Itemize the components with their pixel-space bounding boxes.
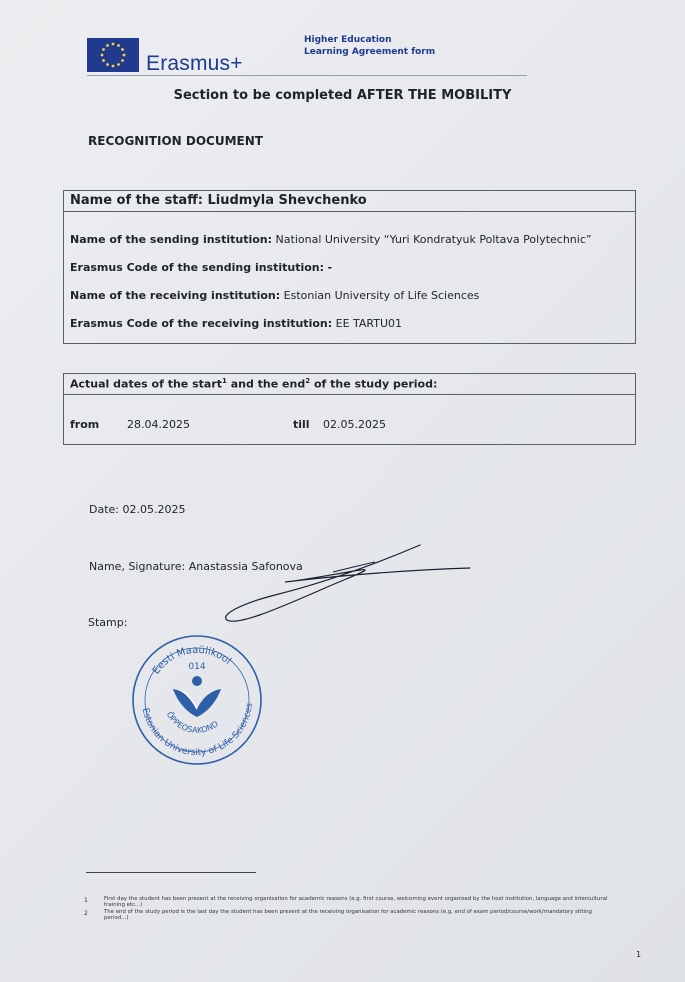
receiving-institution-value: Estonian University of Life Sciences xyxy=(283,289,480,302)
erasmus-logo-text: Erasmus+ xyxy=(146,52,243,75)
official-stamp-seal xyxy=(130,633,264,767)
date-label: Date: xyxy=(89,503,119,516)
heading-part3: of the study period: xyxy=(310,377,438,391)
page-number: 1 xyxy=(636,950,642,959)
heading-part2: and the end xyxy=(226,377,306,391)
signature-label: Name, Signature: xyxy=(89,560,186,573)
footnote-2-marker: 2 xyxy=(84,910,88,917)
header-rule xyxy=(87,75,527,76)
heading-part1: Actual dates of the start xyxy=(70,377,223,391)
svg-text:ÕPPEOSAKOND: ÕPPEOSAKOND xyxy=(164,710,220,735)
footnote-1-marker: 1 xyxy=(84,897,88,904)
footnote-ref-1: 1 xyxy=(222,377,227,385)
eu-flag-icon xyxy=(87,38,139,72)
stamp-label: Stamp: xyxy=(88,616,128,629)
receiving-institution-label: Name of the receiving institution: xyxy=(70,289,281,302)
sending-institution-value: National University “Yuri Kondratyuk Poltava Polytechnic” xyxy=(275,233,592,246)
svg-text:Eesti Maaülikool: Eesti Maaülikool xyxy=(150,644,234,677)
svg-text:Estonian University of Life Sc: Estonian University of Life Sciences xyxy=(139,702,255,759)
receiving-code-label: Erasmus Code of the receiving institution: xyxy=(70,317,333,330)
footnote-ref-2: 2 xyxy=(305,377,311,385)
till-date: 02.05.2025 xyxy=(323,418,386,431)
signature-name: Anastassia Safonova xyxy=(188,560,303,573)
staff-name-row xyxy=(70,193,367,208)
section-title: Section to be completed AFTER THE MOBILITY xyxy=(173,88,512,103)
receiving-institution-row xyxy=(70,289,479,302)
svg-text:014: 014 xyxy=(188,662,206,672)
footnote-1: First day the student has been present at the receiving organisation for academic reasons (e.g. first course, welcoming event organised by the host institution, language and intercultural training etc...) xyxy=(104,896,608,909)
staff-name-label: Name of the staff: xyxy=(70,193,203,208)
receiving-code-value: EE TARTU01 xyxy=(335,317,403,330)
from-label: from xyxy=(70,418,100,431)
till-label: till xyxy=(293,418,310,431)
document-title: RECOGNITION DOCUMENT xyxy=(88,134,263,148)
staff-info-box xyxy=(63,190,636,344)
sending-institution-row xyxy=(70,233,592,246)
footnote-2: The end of the study period is the last day the student has been present at the receiving organisation for academic reasons (e.g. end of exam period/course/work/mandatory sitting period...) xyxy=(104,909,592,922)
sending-code-label: Erasmus Code of the sending institution: xyxy=(70,261,325,274)
form-title-line2: Learning Agreement form xyxy=(304,47,436,57)
date-row xyxy=(89,503,185,516)
study-period-heading xyxy=(70,377,437,391)
sending-code-row xyxy=(70,261,332,274)
form-title-line1: Higher Education xyxy=(304,35,392,45)
sending-institution-label: Name of the sending institution: xyxy=(70,233,273,246)
study-period-box xyxy=(63,373,636,445)
sending-code-value: - xyxy=(327,261,333,274)
footnote-rule xyxy=(86,872,256,873)
handwritten-signature xyxy=(215,540,475,630)
staff-name-value: Liudmyla Shevchenko xyxy=(207,193,367,208)
from-date: 28.04.2025 xyxy=(127,418,190,431)
receiving-code-row xyxy=(70,317,402,330)
date-value: 02.05.2025 xyxy=(122,503,186,516)
